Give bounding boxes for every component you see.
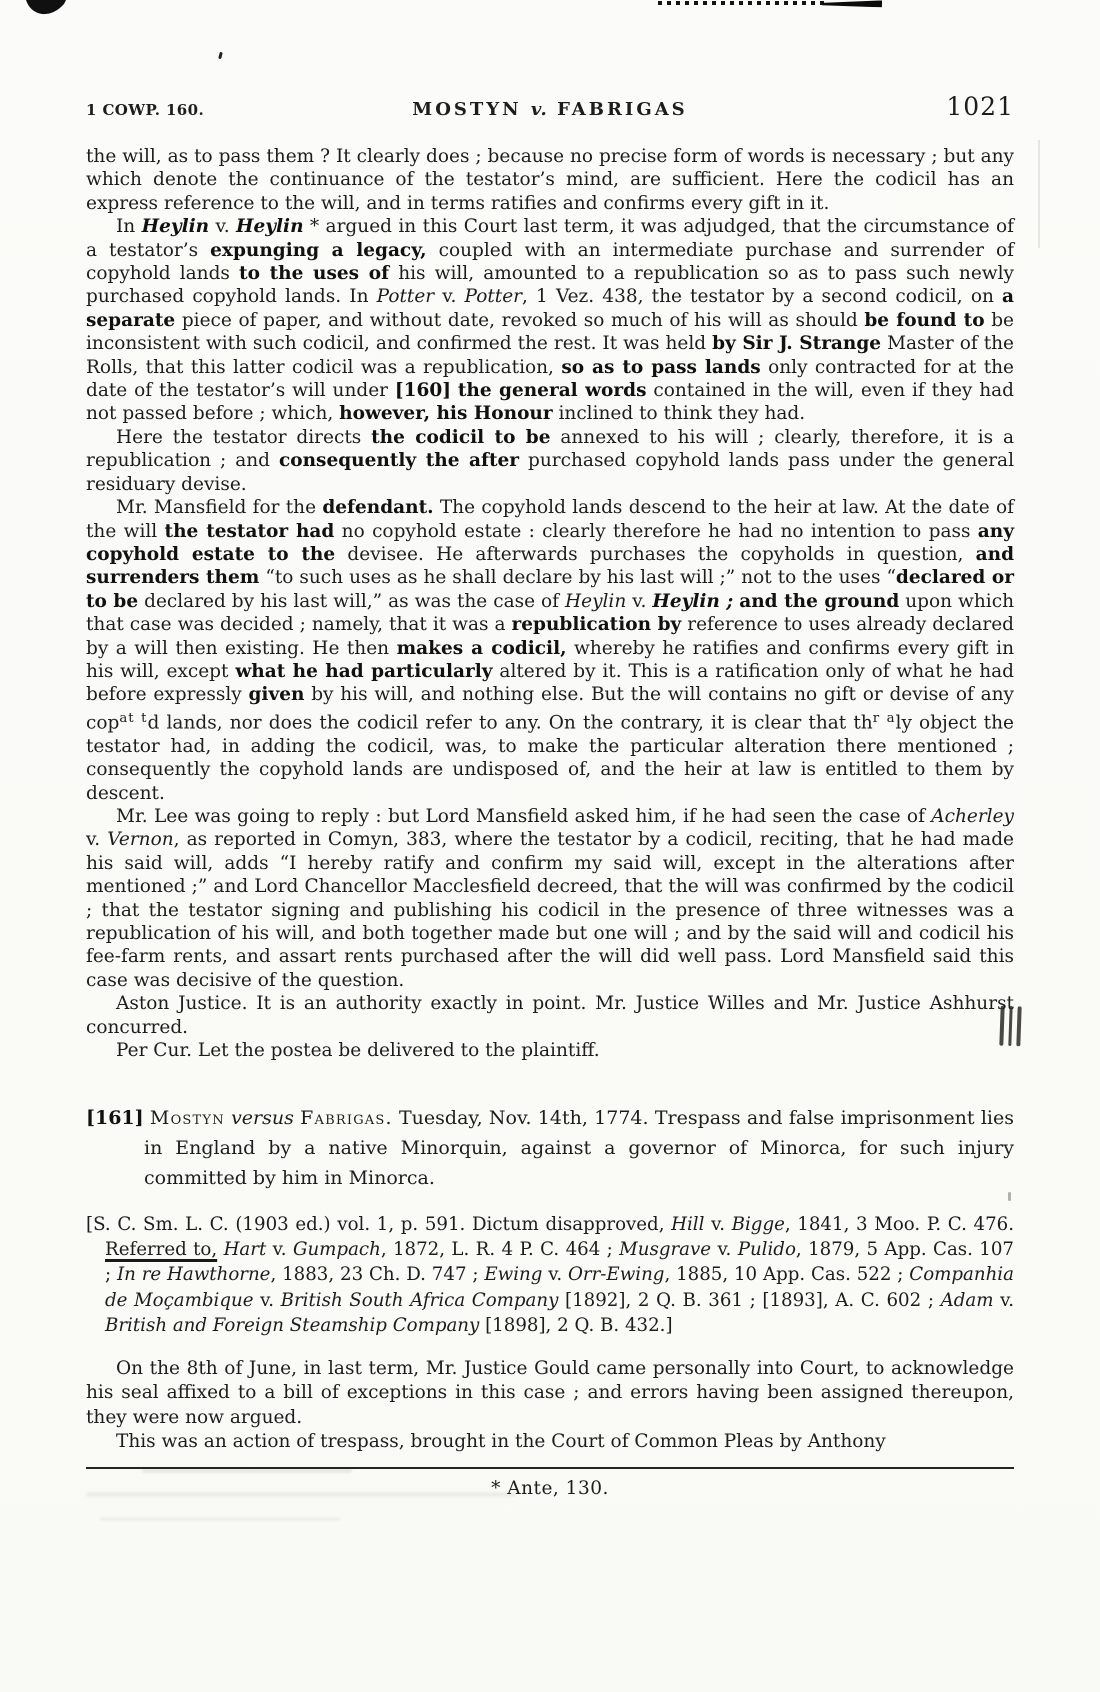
citations-note: [S. C. Sm. L. C. (1903 ed.) vol. 1, p. 591. Dictum disapproved, Hill v. Bigge, 1841, 3 Moo. P. C. 476. Referred to, Hart v. Gumpach, 1872, L. R. 4 P. C. 464 ; Musgrave v. Pulido, 1879, 5 App. Cas. 107 ; In re Hawthorne, 1883, 23 Ch. D. 747 ; Ewing v. Orr-Ewing, 1885, 10 App. Cas. 522 ; Companhia de Moçambique v. British South Africa Company [1892], 2 Q. B. 361 ; [1893], A. C. 602 ; Adam v. British and Foreign Steamship Company [1898], 2 Q. B. 432.]: [86, 1213, 1014, 1337]
page-number: 1021: [946, 92, 1014, 121]
ink-mark-artifact: [20, 0, 72, 20]
opinion-text: [86, 145, 1014, 1063]
scan-line-artifact: [1038, 140, 1040, 248]
paragraph: Aston Justice. It is an authority exactly in point. Mr. Justice Willes and Mr. Justice Ashhurst concurred.: [86, 993, 1014, 1038]
paragraph: In Heylin v. Heylin * argued in this Court last term, it was adjudged, that the circumstance of a testator’s expunging a legacy, coupled with an intermediate purchase and surrender of copyhold lands to the uses of his will, amounted to a republication so as to pass such newly purchased copyhold lands. In Potter v. Potter, 1 Vez. 438, the testator by a second codicil, on a separate piece of paper, and without date, revoked so much of his will as should be found to be inconsistent with such codicil, and confirmed the rest. It was held by Sir J. Strange Master of the Rolls, that this latter codicil was a republication, so as to pass lands only contracted for at the date of the testator’s will under [160] the general words contained in the will, even if they had not passed before ; which, however, his Honour inclined to think they had.: [86, 216, 1015, 425]
footnote-rule: [86, 1467, 1014, 1469]
case-title-header: MOSTYN v. FABRIGAS: [412, 99, 688, 120]
text-column: [86, 0, 1014, 1518]
running-header: [86, 92, 1014, 121]
paragraph: Per Cur. Let the postea be delivered to the plaintiff.: [116, 1040, 600, 1062]
paragraph: the will, as to pass them ? It clearly does ; because no precise form of words is necessary ; but any which denote the continuance of the testator’s mind, are sufficient. Here the codicil has an express reference to the will, and in terms ratifies and confirms every gift in it.: [86, 146, 1014, 214]
paragraph: Mr. Mansfield for the defendant. The copyhold lands descend to the heir at law. At the date of the will the testator had no copyhold estate : clearly therefore he had no intention to pass any copyhold estate to the devisee. He afterwards purchases the copyholds in question, and surrenders them “to such uses as he shall declare by his last will ;” not to the uses “declared or to be declared by his last will,” as was the case of Heylin v. Heylin ; and the ground upon which that case was decided ; namely, that it was a republication by reference to uses already declared by a will then existing. He then makes a codicil, whereby he ratifies and confirms every gift in his will, except what he had particularly altered by it. This is a ratification only of what he had before expressly given by his will, and nothing else. But the will contains no gift or devise of any cop$^{at t}$d lands, nor does the codicil refer to any. On the contrary, it is clear that $th^{r a}ly$ object the testator had, in adding the codicil, was, to make the particular alteration there mentioned ; consequently the copyhold lands are undisposed of, and the heir at law is entitled to them by descent.: [86, 497, 1014, 804]
footnote-text: * Ante, 130.: [491, 1478, 609, 1500]
paragraph: On the 8th of June, in last term, Mr. Justice Gould came personally into Court, to acknowledge his seal affixed to a bill of exceptions in this case ; and errors having been assigned thereupon, they were now argued.: [86, 1357, 1014, 1428]
citation-reference: 1 COWP. 160.: [86, 101, 205, 119]
paragraph: Mr. Lee was going to reply : but Lord Mansfield asked him, if he had seen the case of Acherley v. Vernon, as reported in Comyn, 383, where the testator by a codicil, reciting, that he had made his said will, adds “I hereby ratify and confirm my said will, except in the alterations after mentioned ;” and Lord Chancellor Macclesfield decreed, that the will was confirmed by the codicil ; that the testator signing and publishing his codicil in the presence of three witnesses was a republication of his will, and both together made but one will ; and by the said will and codicil his fee-farm rents, and assart rents purchased after the will did well pass. Lord Mansfield said this case was decisive of the question.: [86, 806, 1014, 991]
paragraph: This was an action of trespass, brought in the Court of Common Pleas by Anthony: [116, 1430, 886, 1452]
paragraph: Here the testator directs the codicil to be annexed to his will ; clearly, therefore, it is a republication ; and consequently the after purchased copyhold lands pass under the general residuary devise.: [86, 426, 1014, 495]
opinion-text-continued: [86, 1357, 1014, 1455]
case-headnote: [161] Mostyn versus Fabrigas. Tuesday, Nov. 14th, 1774. Trespass and false imprisonment lies in England by a native Minorquin, against a governor of Minorca, for such injury committed by him in Minorca.: [86, 1106, 1014, 1189]
